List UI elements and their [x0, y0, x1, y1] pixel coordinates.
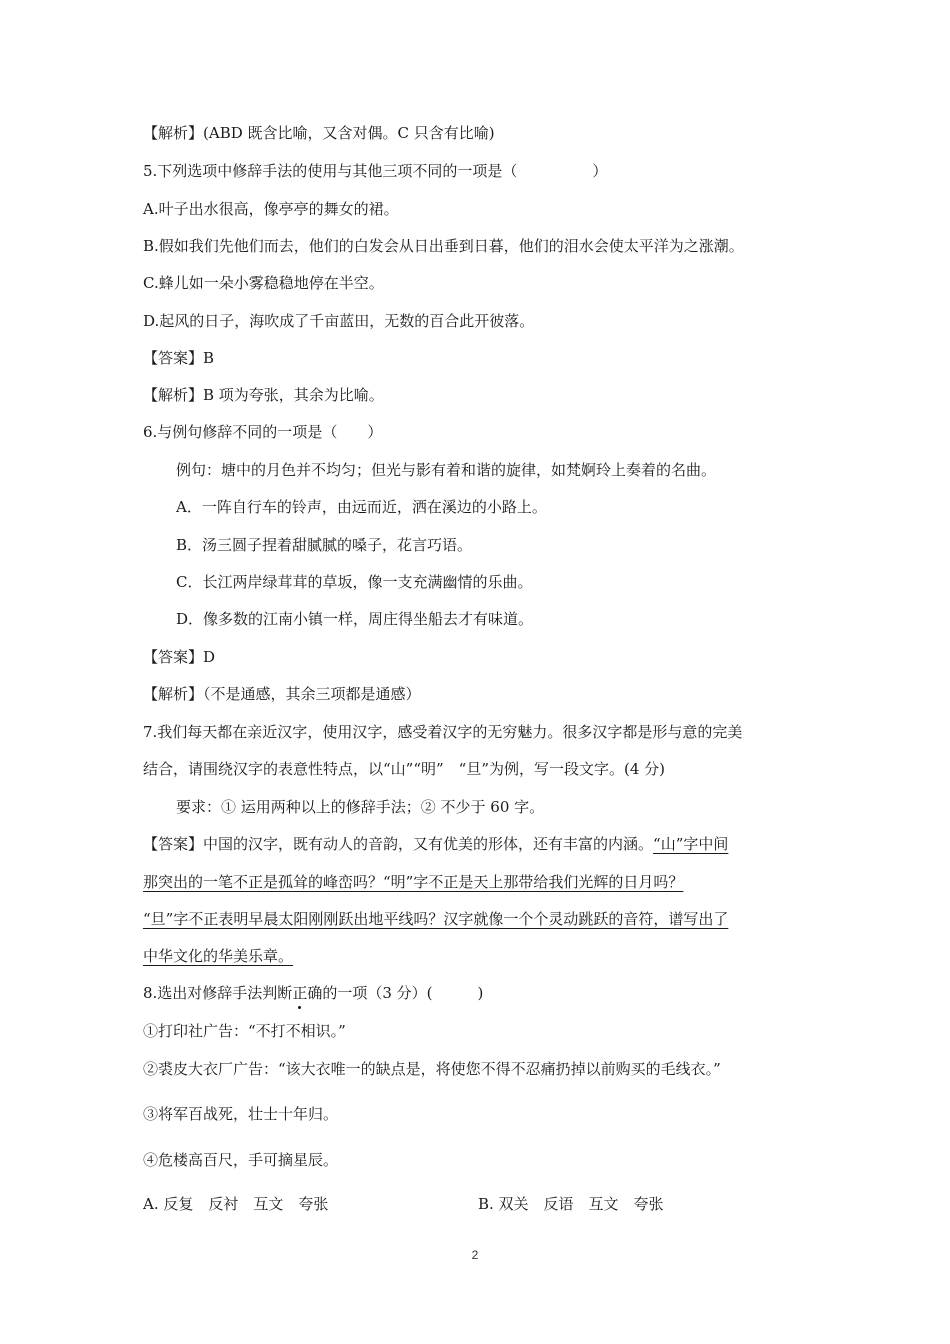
- q7-answer-line-1: [143, 834, 728, 854]
- q5-option-b: B.假如我们先他们而去，他们的白发会从日出垂到日暮，他们的泪水会使太平洋为之涨潮。: [143, 237, 744, 255]
- answer-underlined: “山”字中间: [653, 835, 729, 853]
- q6-option-c: C．长江两岸绿茸茸的草坂，像一支充满幽情的乐曲。: [176, 573, 533, 591]
- q6-option-b: B．汤三圆子捏着甜腻腻的嗓子，花言巧语。: [176, 536, 473, 554]
- answer-plain: 中国的汉字，既有动人的音韵，又有优美的形体，还有丰富的内涵。: [203, 835, 654, 853]
- q6-example: 例句：塘中的月色并不均匀；但光与影有着和谐的旋律，如梵婀玲上奏着的名曲。: [176, 461, 717, 479]
- analysis-tag: 【解析】: [143, 124, 204, 142]
- q7-requirement: 要求：① 运用两种以上的修辞手法；② 不少于 60 字。: [176, 798, 545, 816]
- q5-analysis: [143, 385, 384, 405]
- q6-answer: [143, 647, 215, 667]
- analysis-tag: 【解析】: [143, 685, 204, 703]
- analysis-text: （不是通感，其余三项都是通感）: [203, 685, 421, 703]
- q6-option-a: A．一阵自行车的铃声，由远而近，洒在溪边的小路上。: [176, 498, 547, 516]
- q8-stem-before: 8.选出对修辞手法判断: [143, 984, 293, 1002]
- q7-stem-line-2: 结合，请围绕汉字的表意性特点，以“山”“明” “旦”为例，写一段文字。(4 分): [143, 760, 666, 778]
- q5-option-a: A.叶子出水很高，像亭亭的舞女的裙。: [143, 200, 399, 218]
- q8-option-b: B. 双关 反语 互文 夸张: [478, 1195, 664, 1213]
- q8-stem-after: 确的一项（3 分）( ): [307, 984, 484, 1002]
- q5-stem: 5.下列选项中修辞手法的使用与其他三项不同的一项是（ ）: [143, 162, 608, 180]
- q8-item-1: ①打印社广告：“不打不相识。”: [143, 1022, 346, 1040]
- page-number: 2: [471, 1248, 479, 1262]
- q7-answer-line-2: 那突出的一笔不正是孤耸的峰峦吗？“明”字不正是天上那带给我们光辉的日月吗？: [143, 873, 684, 891]
- answer-text: D: [203, 648, 216, 666]
- q8-option-a: A. 反复 反衬 互文 夸张: [143, 1195, 329, 1213]
- answer-tag: 【答案】: [143, 648, 204, 666]
- q8-item-2: ②裘皮大衣厂广告：“该大衣唯一的缺点是，将使您不得不忍痛扔掉以前购买的毛线衣。”: [143, 1060, 721, 1078]
- q5-option-d: D.起风的日子，海吹成了千亩蓝田，无数的百合此开彼落。: [143, 312, 535, 330]
- q8-item-3: ③将军百战死，壮士十年归。: [143, 1105, 339, 1123]
- q7-answer-line-3: “旦”字不正表明早晨太阳刚刚跃出地平线吗？汉字就像一个个灵动跳跃的音符，谱写出了: [143, 910, 729, 928]
- answer-tag: 【答案】: [143, 835, 204, 853]
- q8-stem: [143, 983, 483, 1003]
- analysis-tag: 【解析】: [143, 386, 204, 404]
- q5-answer: [143, 348, 214, 368]
- q7-answer-line-4: 中华文化的华美乐章。: [143, 947, 294, 965]
- q6-option-d: D．像多数的江南小镇一样，周庄得坐船去才有味道。: [176, 610, 534, 628]
- q8-item-4: ④危楼高百尺，手可摘星辰。: [143, 1151, 339, 1169]
- q5-option-c: C.蜂儿如一朵小雾稳稳地停在半空。: [143, 274, 384, 292]
- analysis-text: (ABD 既含比喻，又含对偶。C 只含有比喻): [203, 124, 495, 142]
- analysis-text: B 项为夸张，其余为比喻。: [203, 386, 384, 404]
- q7-stem-line-1: 7.我们每天都在亲近汉字，使用汉字，感受着汉字的无穷魅力。很多汉字都是形与意的完美: [143, 723, 743, 741]
- q4-analysis: [143, 123, 495, 143]
- answer-text: B: [203, 349, 215, 367]
- emphasis-dot-char: 正: [292, 984, 308, 1002]
- answer-tag: 【答案】: [143, 349, 204, 367]
- q6-stem: 6.与例句修辞不同的一项是（ ）: [143, 423, 383, 441]
- q6-analysis: [143, 684, 421, 704]
